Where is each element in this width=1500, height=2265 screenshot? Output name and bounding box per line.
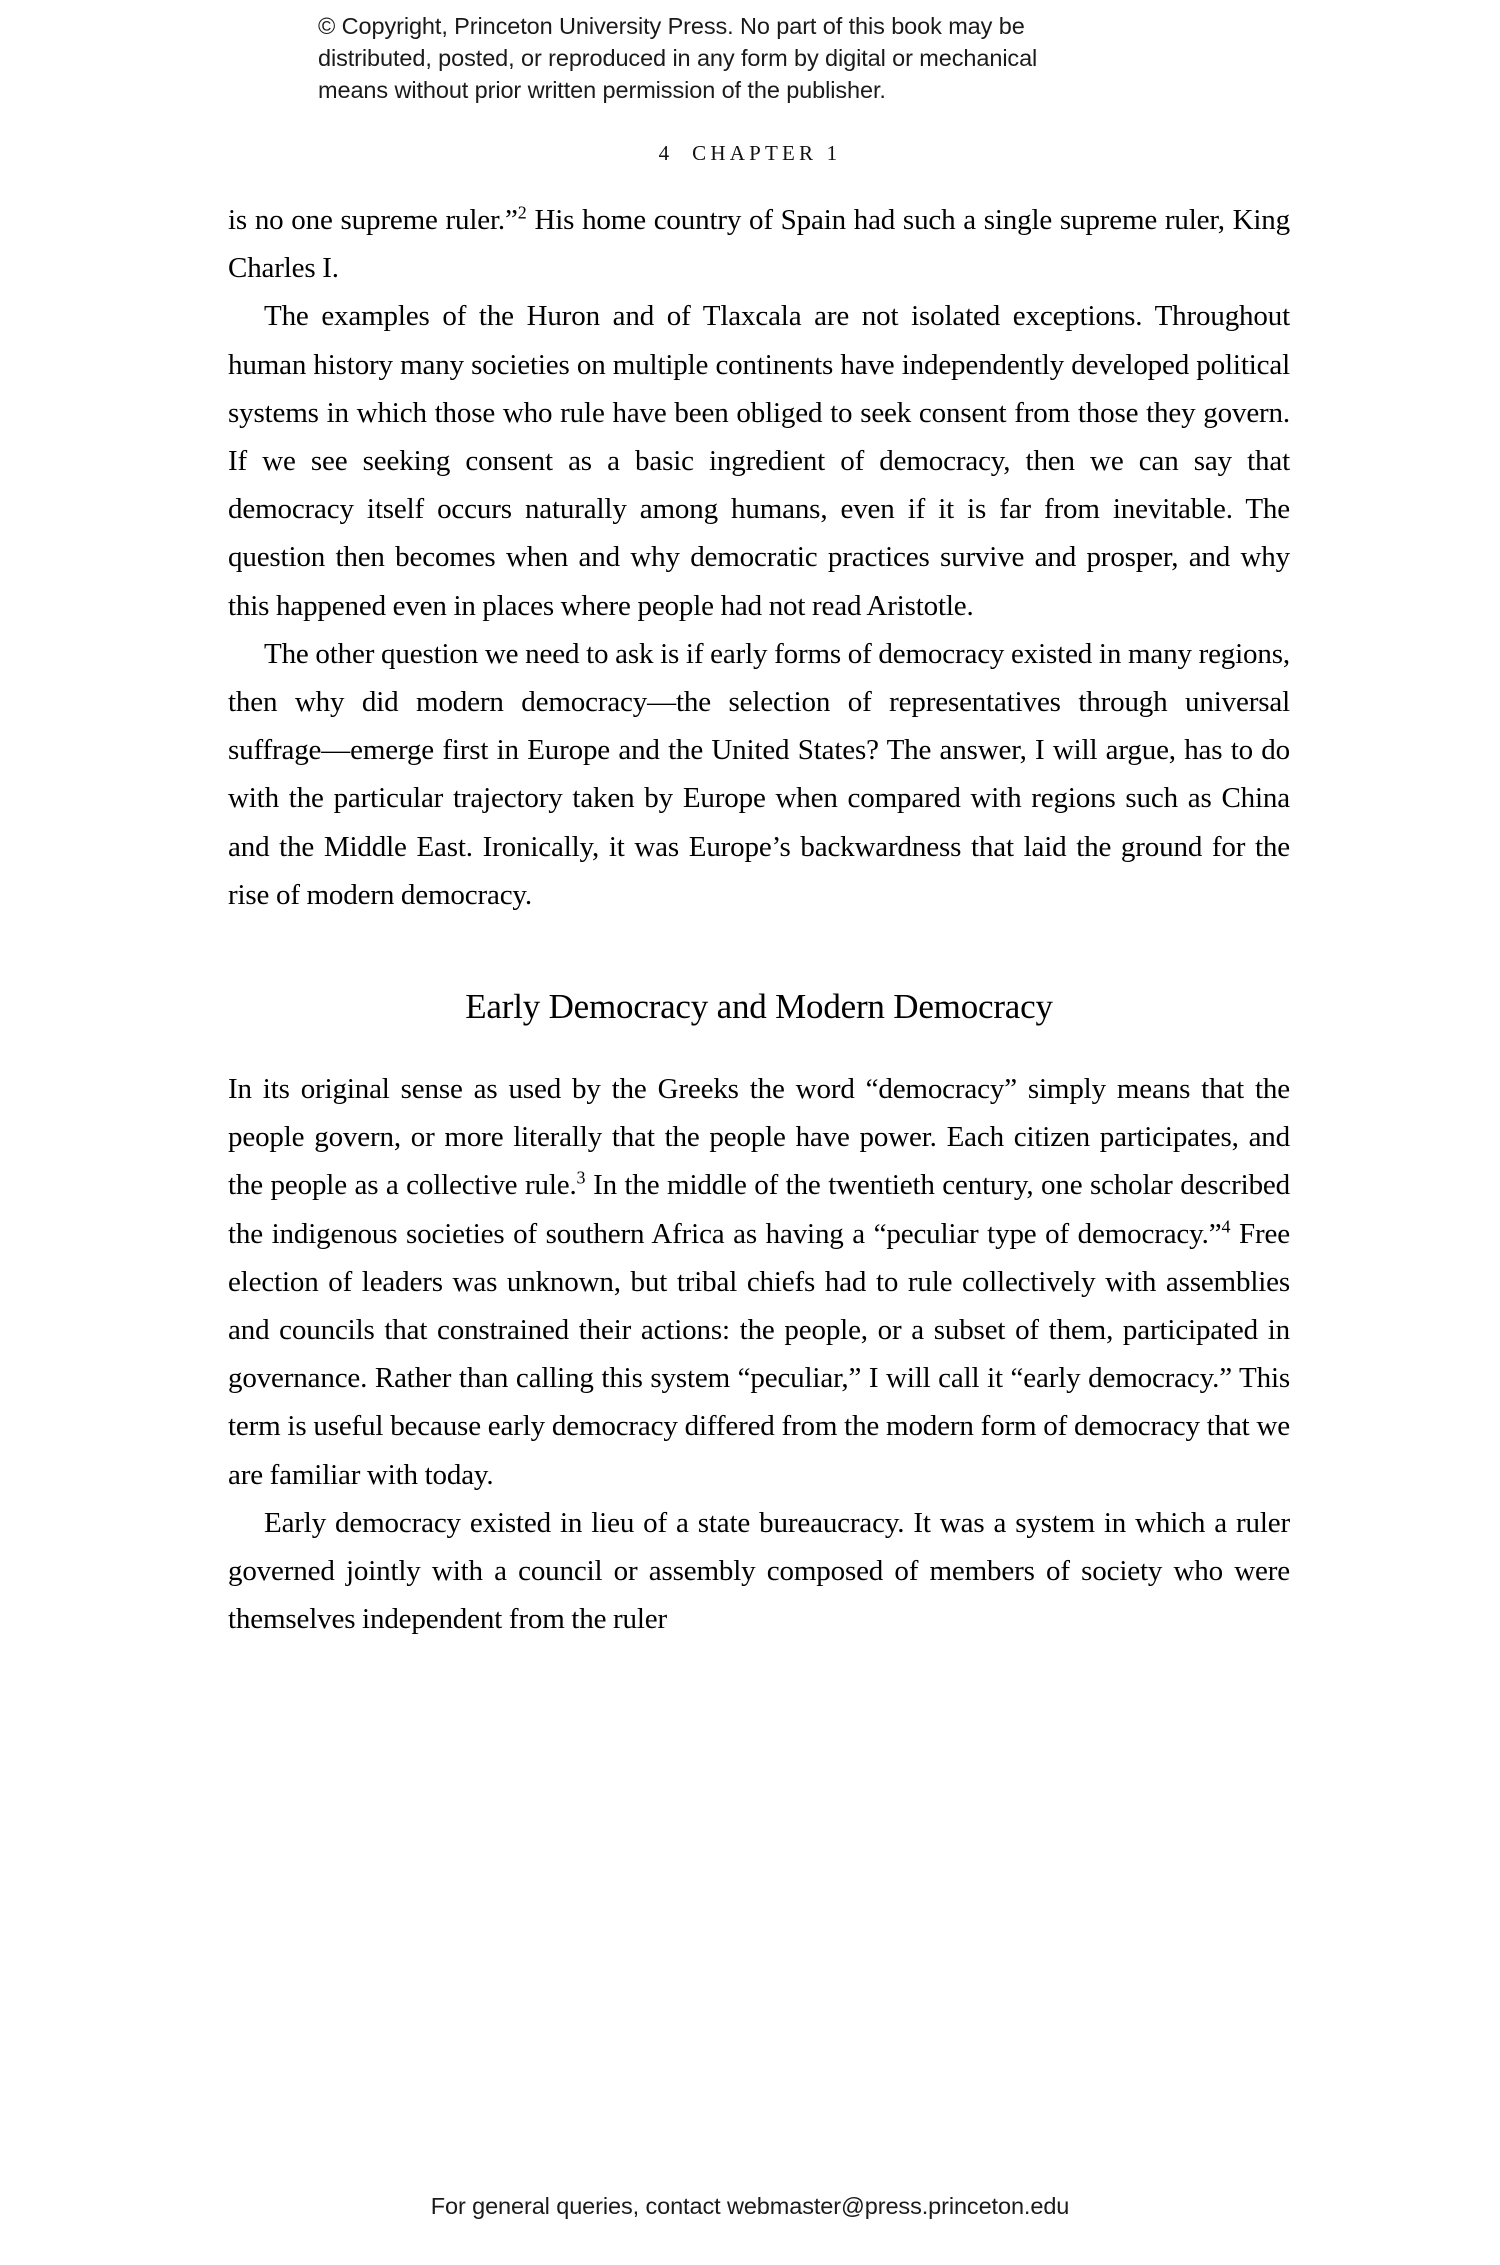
paragraph-continuation <box>228 196 1290 292</box>
page-number: 4 <box>658 141 671 165</box>
paragraph-original-sense <box>228 1065 1290 1499</box>
page-footer <box>0 2191 1500 2221</box>
paragraph-other-question: The other question we need to ask is if early forms of democracy existed in many regions, then why did modern democracy—the selection of representatives through universal suffrage—emerge first in Europe and the United States? The answer, I will argue, has to do with the particular trajectory taken by Europe when compared with regions such as China and the Middle East. Ironically, it was Europe’s backwardness that laid the ground for the rise of modern democracy. <box>228 637 1290 911</box>
footnote-marker-3: 3 <box>576 1167 586 1188</box>
copyright-line-2: distributed, posted, or reproduced in any form by digital or mechanical <box>318 45 1038 71</box>
footer-text: For general queries, contact webmaster@press.princeton.edu <box>430 2193 1070 2219</box>
footnote-marker-4: 4 <box>1221 1216 1231 1236</box>
para1-text-after-footnote: His home country of Spain had such a single supreme ruler, King Charles I. <box>228 204 1290 285</box>
section-heading: Early Democracy and Modern Democracy <box>465 987 1053 1027</box>
paragraph-early-democracy-bureaucracy: Early democracy existed in lieu of a state bureaucracy. It was a system in which a ruler governed jointly with a council or assembly composed of members of society who were themselves independent from the ruler <box>228 1506 1290 1636</box>
para4-segment-1: In its original sense as used by the Greeks the word “democracy” simply means that the people govern, or more literally that the people have power. Each citizen participates, and the people as a collective rule. <box>228 1073 1290 1202</box>
para4-segment-2: In the middle of the twentieth century, one scholar described the indigenous societies of southern Africa as having a “peculiar type of democracy.” <box>228 1169 1290 1250</box>
para4-segment-3: Free election of leaders was unknown, but tribal chiefs had to rule collectively with assemblies and councils that constrained their actions: the people, or a subset of them, participated in governance. Rather than calling this system “peculiar,” I will call it “early democracy.” This term is useful because early democracy differed from the modern form of democracy that we are familiar with today. <box>228 1217 1290 1491</box>
chapter-label: CHAPTER 1 <box>692 141 842 165</box>
copyright-notice <box>318 10 1188 106</box>
paragraph-examples-huron-tlaxcala: The examples of the Huron and of Tlaxcala are not isolated exceptions. Throughout human history many societies on multiple continents have independently developed political systems in which those who rule have been obliged to seek consent from those they govern. If we see seeking consent as a basic ingredient of democracy, then we can say that democracy itself occurs naturally among humans, even if it is far from inevitable. The question then becomes when and why democratic practices survive and prosper, and why this happened even in places where people had not read Aristotle. <box>228 300 1290 622</box>
copyright-line-1: © Copyright, Princeton University Press. No part of this book may be <box>318 13 1025 39</box>
copyright-line-3: means without prior written permission of the publisher. <box>318 77 886 103</box>
footnote-marker-2: 2 <box>517 202 527 223</box>
text-block <box>228 196 1290 1643</box>
running-head <box>0 140 1500 166</box>
para1-text-before-footnote: is no one supreme ruler.” <box>228 204 518 236</box>
